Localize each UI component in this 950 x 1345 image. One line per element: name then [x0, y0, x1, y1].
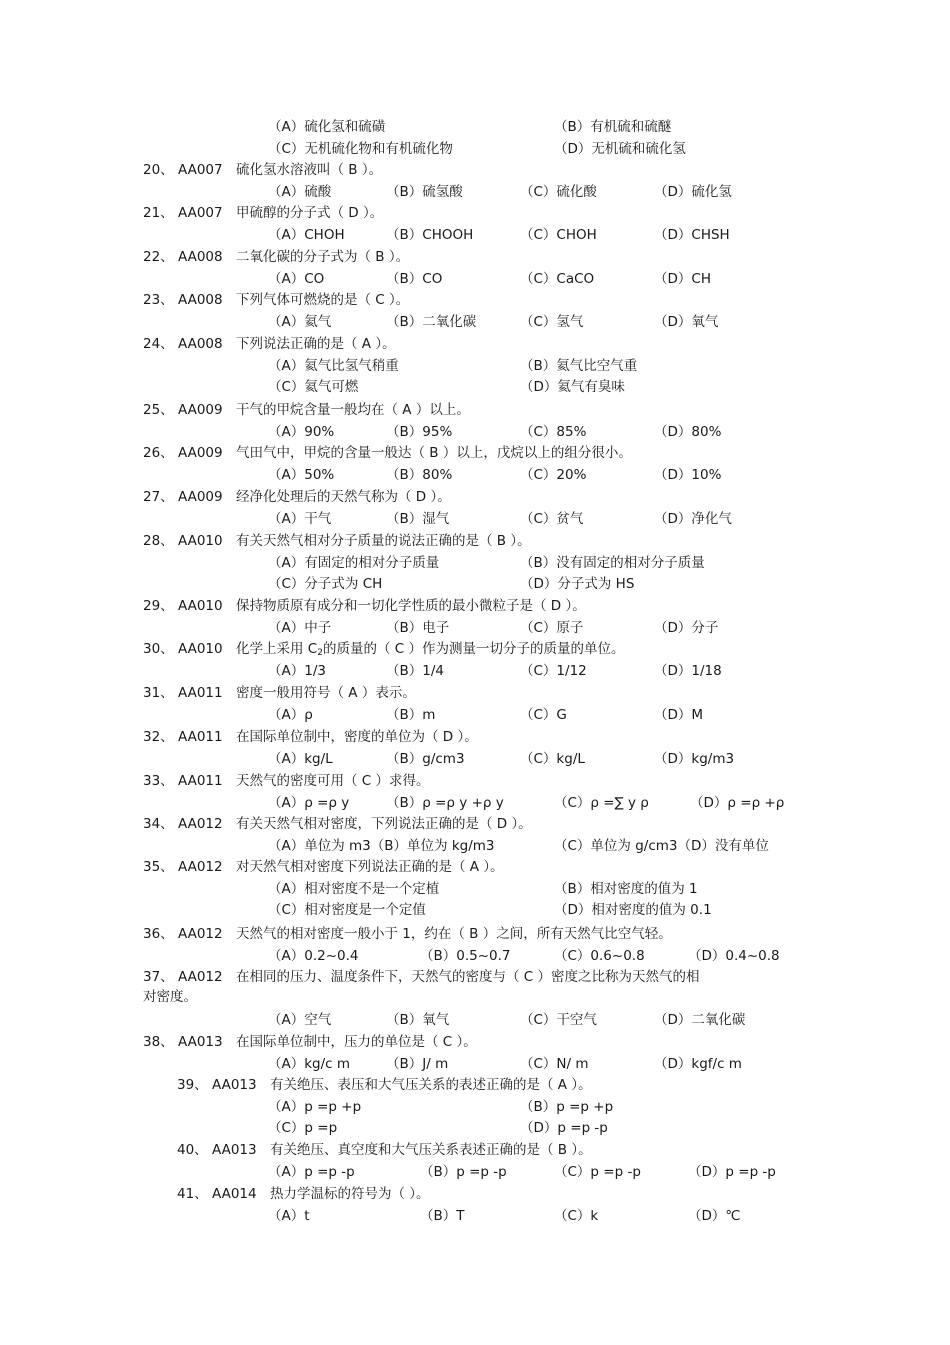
question-code: AA011	[178, 685, 223, 701]
option-b: （B）二氧化碳	[386, 314, 477, 330]
option-c: （C）氦气可燃	[268, 379, 359, 395]
question-text: 下列说法正确的是（ A ）。	[236, 336, 396, 352]
option-d: （D）分子	[654, 620, 719, 636]
option-b: （B）g/cm3	[386, 751, 465, 767]
question-number: 37、	[143, 969, 174, 985]
question-number: 29、	[143, 598, 174, 614]
question-text: 在相同的压力、温度条件下，天然气的密度与（ C ）密度之比称为天然气的相	[236, 969, 700, 985]
question-text: 化学上采用 $C_2$的质量的（ C ）作为测量一切分子的质量的单位。	[236, 641, 625, 658]
question-number: 38、	[143, 1034, 174, 1050]
question-code: AA012	[178, 816, 223, 832]
option-d: （D）10%	[654, 467, 722, 483]
option-d: （D）净化气	[654, 511, 732, 527]
option-b: （B）m	[386, 707, 436, 723]
option-c: （C）相对密度是一个定值	[268, 902, 426, 918]
option-b: （B）氦气比空气重	[520, 358, 638, 374]
question-number: 22、	[143, 249, 174, 265]
option-d: （D）相对密度的值为 0.1	[554, 902, 712, 918]
option-b: （B）J/ m	[386, 1056, 449, 1072]
question-number: 27、	[143, 489, 174, 505]
option-b: （B）没有固定的相对分子质量	[520, 555, 705, 571]
option-b: （B）硫氢酸	[386, 184, 463, 200]
question-text: 有关绝压、表压和大气压关系的表述正确的是（ A ）。	[270, 1077, 592, 1093]
question-text: 密度一般用符号（ A ）表示。	[236, 685, 416, 701]
question-number: 31、	[143, 685, 174, 701]
option-a: （A）0.2~0.4	[268, 948, 359, 964]
option-b: （B）ρ =ρ y +ρ y	[386, 795, 504, 811]
question-code: AA009	[178, 402, 223, 418]
option-c: （C）原子	[520, 620, 584, 636]
question-code: AA011	[178, 729, 223, 745]
option-b: （B）95%	[386, 424, 453, 440]
option-c: （C）无机硫化物和有机硫化物	[268, 141, 453, 157]
option-a: （A）CO	[268, 271, 325, 287]
question-code: AA009	[178, 445, 223, 461]
question-code: AA008	[178, 292, 223, 308]
option-a: （A）p =p -p	[268, 1164, 355, 1180]
option-b: （B）氧气	[386, 1012, 450, 1028]
question-text: 有关绝压、真空度和大气压关系表述正确的是（ B ）。	[270, 1142, 592, 1158]
question-number: 35、	[143, 859, 174, 875]
question-text: 保持物质原有成分和一切化学性质的最小微粒子是（ D ）。	[236, 598, 586, 614]
option-a: （A）t	[268, 1208, 310, 1224]
question-code: AA008	[178, 336, 223, 352]
option-a: （A）氦气比氢气稍重	[268, 358, 399, 374]
question-number: 21、	[143, 205, 174, 221]
question-number: 36、	[143, 926, 174, 942]
option-c: （C）分子式为 CH	[268, 576, 383, 592]
question-code: AA013	[212, 1077, 257, 1093]
option-b: （B）T	[420, 1208, 465, 1224]
question-code: AA012	[178, 926, 223, 942]
option-c: （C）G	[520, 707, 567, 723]
option-a: （A）硫化氢和硫磺	[268, 119, 386, 135]
question-text: 有关天然气相对分子质量的说法正确的是（ B ）。	[236, 533, 531, 549]
question-text: 二氧化碳的分子式为（ B ）。	[236, 249, 410, 265]
question-number: 39、	[177, 1077, 208, 1093]
question-code: AA009	[178, 489, 223, 505]
question-text: 硫化氢水溶液叫（ B ）。	[236, 162, 383, 178]
question-text: 气田气中，甲烷的含量一般达（ B ）以上，戊烷以上的组分很小。	[236, 445, 632, 461]
option-a: （A）CHOH	[268, 227, 345, 243]
option-a: （A）干气	[268, 511, 332, 527]
option-a: （A）1/3	[268, 663, 326, 679]
option-b: （B）湿气	[386, 511, 450, 527]
option-d: （D）p =p -p	[688, 1164, 776, 1180]
question-code: AA008	[178, 249, 223, 265]
question-code: AA007	[178, 205, 223, 221]
question-code: AA012	[178, 859, 223, 875]
option-a: （A）空气	[268, 1012, 332, 1028]
question-number: 24、	[143, 336, 174, 352]
option-b: （B）p =p -p	[420, 1164, 507, 1180]
option-a: （A）p =p +p	[268, 1099, 362, 1115]
option-b: （B）0.5~0.7	[420, 948, 511, 964]
option-c: （C）1/12	[520, 663, 587, 679]
question-code: AA013	[212, 1142, 257, 1158]
option-d: （D）硫化氢	[654, 184, 732, 200]
question-number: 41、	[177, 1186, 208, 1202]
option-d: （D）80%	[654, 424, 722, 440]
question-text: 天然气的密度可用（ C ）求得。	[236, 773, 430, 789]
option-d: （D）二氧化碳	[654, 1012, 746, 1028]
option-d: （D）无机硫和硫化氢	[554, 141, 686, 157]
question-code: AA013	[178, 1034, 223, 1050]
option-a: （A）相对密度不是一个定植	[268, 881, 440, 897]
option-d: （D）℃	[688, 1208, 741, 1224]
question-text: 下列气体可燃烧的是（ C ）。	[236, 292, 410, 308]
question-text: 在国际单位制中，压力的单位是（ C ）。	[236, 1034, 477, 1050]
option-a: （A）90%	[268, 424, 335, 440]
question-text: 在国际单位制中，密度的单位为（ D ）。	[236, 729, 478, 745]
option-a: （A）ρ	[268, 707, 313, 723]
option-a: （A）硫酸	[268, 184, 332, 200]
option-c: （C）ρ =∑ y ρ	[554, 795, 649, 811]
option-c: （C）干空气	[520, 1012, 597, 1028]
option-c: （C）p =p -p	[554, 1164, 641, 1180]
option-a: （A）单位为 m3（B）单位为 kg/m3	[268, 838, 495, 854]
question-number: 40、	[177, 1142, 208, 1158]
option-c: （C）20%	[520, 467, 587, 483]
option-d: （D）kg/m3	[654, 751, 735, 767]
option-a: （A）中子	[268, 620, 332, 636]
question-code: AA011	[178, 773, 223, 789]
option-d: （D）M	[654, 707, 704, 723]
option-d: （D）1/18	[654, 663, 722, 679]
question-text: 甲硫醇的分子式（ D ）。	[236, 205, 384, 221]
option-b: （B）CO	[386, 271, 443, 287]
option-d: （D）氧气	[654, 314, 719, 330]
question-number: 30、	[143, 641, 174, 657]
option-b: （B）1/4	[386, 663, 444, 679]
option-b: （B）相对密度的值为 1	[554, 881, 698, 897]
question-code: AA012	[178, 969, 223, 985]
question-number: 28、	[143, 533, 174, 549]
option-b: （B）电子	[386, 620, 450, 636]
option-d: （D）ρ =ρ +ρ	[690, 795, 785, 811]
option-d: （D）氦气有臭味	[520, 379, 625, 395]
option-d: （D）CHSH	[654, 227, 730, 243]
question-text-cont: 对密度。	[143, 989, 197, 1005]
question-number: 20、	[143, 162, 174, 178]
question-number: 25、	[143, 402, 174, 418]
question-text: 有关天然气相对密度，下列说法正确的是（ D ）。	[236, 816, 532, 832]
option-b: （B）有机硫和硫醚	[554, 119, 672, 135]
option-d: （D）kgf/c m	[654, 1056, 742, 1072]
option-c: （C）N/ m	[520, 1056, 589, 1072]
option-a: （A）50%	[268, 467, 335, 483]
question-number: 23、	[143, 292, 174, 308]
option-c: （C）0.6~0.8	[554, 948, 645, 964]
option-a: （A）有固定的相对分子质量	[268, 555, 440, 571]
question-text: 经净化处理后的天然气称为（ D ）。	[236, 489, 451, 505]
question-text: 天然气的相对密度一般小于 1，约在（ B ）之间，所有天然气比空气轻。	[236, 926, 672, 942]
option-a: （A）氦气	[268, 314, 332, 330]
option-a: （A）kg/L	[268, 751, 333, 767]
question-code: AA010	[178, 533, 223, 549]
option-b: （B）p =p +p	[520, 1099, 614, 1115]
question-number: 26、	[143, 445, 174, 461]
option-c: （C）85%	[520, 424, 587, 440]
question-text: 热力学温标的符号为（ ）。	[270, 1186, 430, 1202]
option-c: （C）CaCO	[520, 271, 595, 287]
option-a: （A）kg/c m	[268, 1056, 351, 1072]
question-text: 干气的甲烷含量一般均在（ A ）以上。	[236, 402, 470, 418]
option-d: （D）0.4~0.8	[688, 948, 780, 964]
option-c: （C）氢气	[520, 314, 584, 330]
question-code: AA014	[212, 1186, 257, 1202]
option-c: （C）CHOH	[520, 227, 597, 243]
question-number: 34、	[143, 816, 174, 832]
option-b: （B）80%	[386, 467, 453, 483]
option-d: （D）分子式为 HS	[520, 576, 635, 592]
option-a: （A）ρ =ρ y	[268, 795, 350, 811]
question-number: 32、	[143, 729, 174, 745]
option-d: （D）p =p -p	[520, 1120, 608, 1136]
option-c: （C）p =p	[268, 1120, 338, 1136]
option-c: （C）k	[554, 1208, 599, 1224]
option-b: （C）单位为 g/cm3（D）没有单位	[554, 838, 769, 854]
option-d: （D）CH	[654, 271, 711, 287]
option-c: （C）硫化酸	[520, 184, 597, 200]
question-code: AA007	[178, 162, 223, 178]
question-code: AA010	[178, 641, 223, 657]
question-text: 对天然气相对密度下列说法正确的是（ A ）。	[236, 859, 504, 875]
option-c: （C）kg/L	[520, 751, 585, 767]
question-code: AA010	[178, 598, 223, 614]
question-number: 33、	[143, 773, 174, 789]
option-c: （C）贫气	[520, 511, 584, 527]
option-b: （B）CHOOH	[386, 227, 474, 243]
